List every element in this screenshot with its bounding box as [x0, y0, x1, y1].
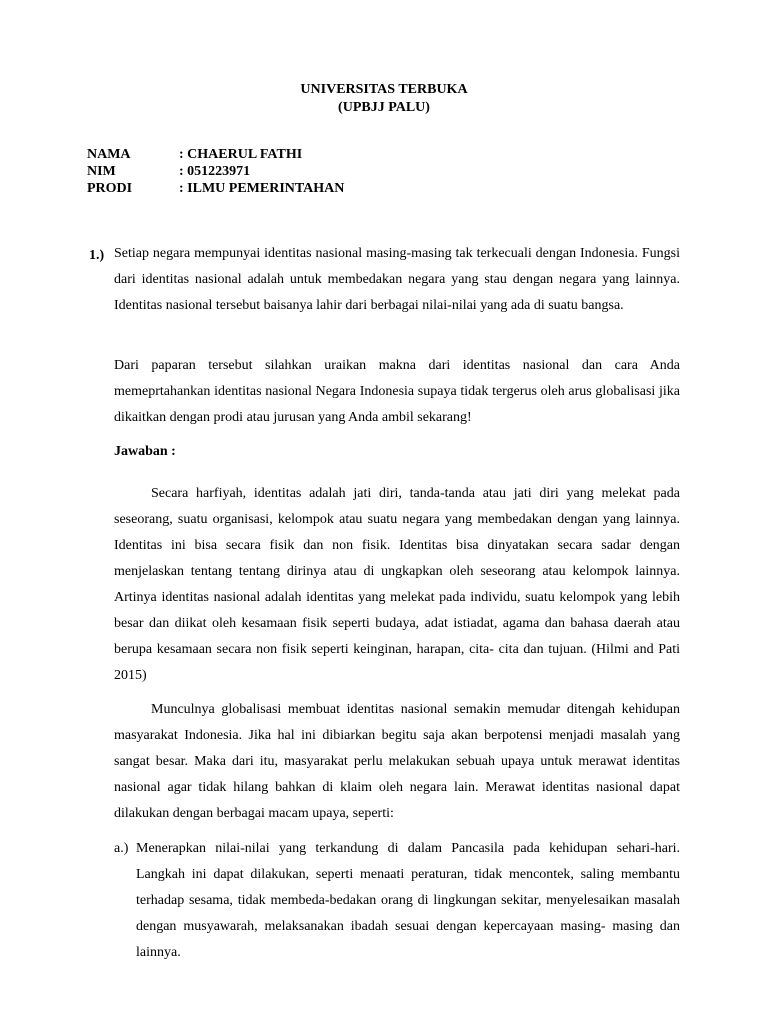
student-info: [87, 146, 344, 197]
prodi-label: PRODI: [87, 181, 133, 196]
answer-paragraph-1: Secara harfiyah, identitas adalah jati diri, tanda-tanda atau jati diri yang melekat pada seseorang, suatu organisasi, kelompok atau suatu negara yang membedakan dengan yang lainnya. Identitas ini bisa secara fisik dan non fisik. Identitas bisa dinyatakan secara sadar dengan menjelaskan tentang tentang dirinya atau di ungkapkan oleh seseorang atau kelompok lainnya. Artinya identitas nasional adalah identitas yang melekat pada individu, suatu kelompok yang lebih besar dan diikat oleh kesamaan fisik seperti budaya, adat istiadat, agama dan bahasa daerah atau berupa kesamaan secara non fisik seperti keinginan, harapan, cita- cita dan tujuan. (Hilmi and Pati 2015): [114, 486, 680, 683]
nim-value: : 051223971: [179, 164, 251, 179]
name-label: NAMA: [87, 147, 131, 162]
name-value: : CHAERUL FATHI: [179, 147, 303, 162]
list-item-marker: a.): [114, 841, 129, 856]
prodi-value: : ILMU PEMERINTAHAN: [179, 181, 345, 196]
student-info-row-name: [87, 146, 344, 163]
document-title: UNIVERSITAS TERBUKA: [300, 82, 468, 97]
answer-paragraph-2: Munculnya globalisasi membuat identitas nasional semakin memudar ditengah kehidupan masyarakat Indonesia. Jika hal ini dibiarkan begitu saja akan berpotensi menjadi masalah yang sangat besar. Maka dari itu, masyarakat perlu melakukan sebuah upaya untuk merawat identitas nasional agar tidak hilang bahkan di klaim oleh negara lain. Merawat identitas nasional dapat dilakukan dengan berbagai macam upaya, seperti:: [114, 702, 680, 821]
question-instruction: Dari paparan tersebut silahkan uraikan makna dari identitas nasional dan cara Anda memeprtahankan identitas nasional Negara Indonesia supaya tidak tergerus oleh arus globalisasi jika dikaitkan dengan prodi atau jurusan yang Anda ambil sekarang!: [114, 358, 680, 425]
question-text: Setiap negara mempunyai identitas nasional masing-masing tak terkecuali dengan Indonesia. Fungsi dari identitas nasional adalah untuk membedakan negara yang stau dengan negara yang lainnya. Identitas nasional tersebut baisanya lahir dari berbagai nilai-nilai yang ada di suatu bangsa.: [114, 246, 680, 313]
list-item-text: Menerapkan nilai-nilai yang terkandung di dalam Pancasila pada kehidupan sehari-hari. Langkah ini dapat dilakukan, seperti menaati peraturan, tidak mencontek, saling membantu terhadap sesama, tidak membeda-bedakan orang di lingkungan sekitar, menyelesaikan masalah dengan musyawarah, melaksanakan ibadah sesuai dengan kepercayaan masing- masing dan lainnya.: [136, 841, 680, 960]
question-number: 1.): [89, 248, 105, 263]
document-subtitle: (UPBJJ PALU): [338, 100, 430, 115]
answer-label: Jawaban :: [114, 444, 176, 459]
nim-label: NIM: [87, 164, 116, 179]
student-info-row-prodi: [87, 180, 344, 197]
student-info-row-nim: [87, 163, 344, 180]
